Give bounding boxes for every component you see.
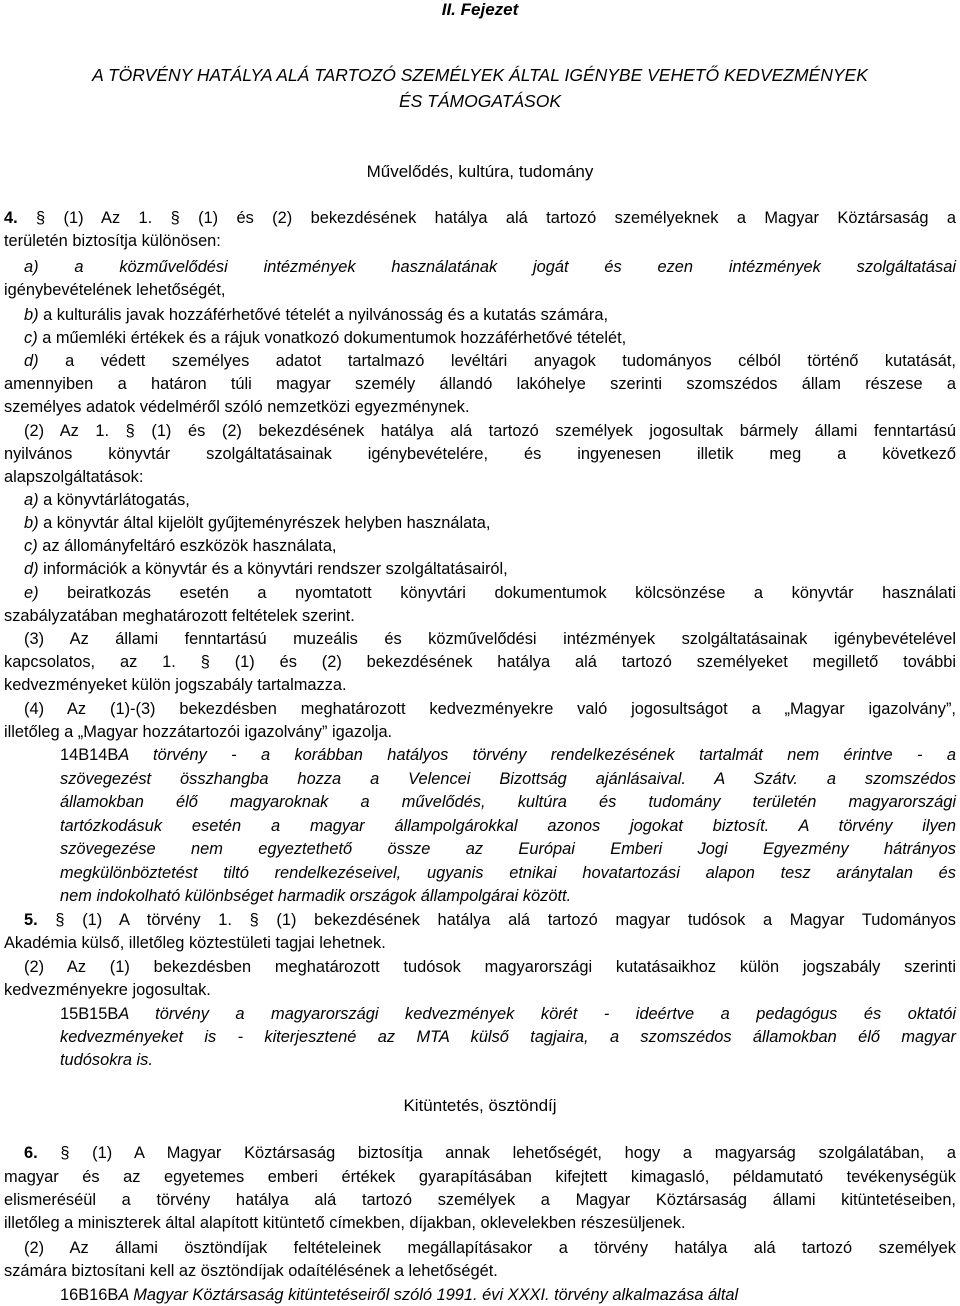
text-line: tudósokra is. [60,1051,153,1069]
text-line: (4) Az (1)-(3) bekezdésben meghatározott kedvezményekre való jogosultságot a „Magyar igazolvány”, [24,700,956,718]
text-line: nem indokolható különbséget harmadik országok állampolgárai között. [60,887,572,905]
text-line: 14B14BA törvény - a korábban hatályos törvény rendelkezésének tartalmát nem érintve - a [60,746,956,764]
text-line: kedvezményeket külön jogszabály tartalmazza. [4,676,347,694]
section-heading-culture: Művelődés, kultúra, tudomány [366,162,594,181]
text-line: 5. § (1) A törvény 1. § (1) bekezdésének hatálya alá tartozó magyar tudósok a Magyar Tudományos [24,911,956,929]
text-line: a) a könyvtárlátogatás, [24,491,190,509]
text-line: nyilvános könyvtár szolgáltatásainak igénybevételére, és ingyenesen illetik meg a következő [4,445,956,463]
text-line: (3) Az állami fenntartású muzeális és közművelődési intézmények szolgáltatásainak igénybevételével [24,630,956,648]
text-line: személyes adatok védelméről szóló nemzetközi egyezménynek. [4,398,470,416]
text-line: d) információk a könyvtár és a könyvtári rendszer szolgáltatásairól, [24,560,508,578]
text-line: elismeréséül a törvény hatálya alá tartozó személyek a Magyar Köztársaság állami kitüntetéseiben, [4,1191,956,1209]
text-line: b) a könyvtár által kijelölt gyűjteményrészek helyben használata, [24,514,491,532]
title-line-1: A TÖRVÉNY HATÁLYA ALÁ TARTOZÓ SZEMÉLYEK ÁLTAL IGÉNYBE VEHETŐ KEDVEZMÉNYEK [92,65,868,85]
text-line: amennyiben a határon túli magyar személy állandó lakóhelye szerinti szomszédos állam részese a [4,375,956,393]
text-line: területén biztosítja különösen: [4,232,221,250]
text-line: tartózkodásuk esetén a magyar állampolgárokkal azonos jogokat biztosít. A törvény ilyen [60,817,956,835]
text-line: 16B16BA Magyar Köztársaság kitüntetéseiről szóló 1991. évi XXXI. törvény alkalmazása által [60,1286,739,1304]
text-line: megkülönböztetést tiltó rendelkezéseivel, ugyanis etnikai hovatartozási alapon tesz aránytalan és [60,864,956,882]
text-line: 6. § (1) A Magyar Köztársaság biztosítja annak lehetőségét, hogy a magyarság szolgálatában, a [24,1144,956,1162]
text-line: alapszolgáltatások: [4,468,144,486]
section-heading-awards: Kitüntetés, ösztöndíj [403,1096,557,1115]
text-line: Akadémia külső, illetőleg köztestületi tagjai lehetnek. [4,934,386,952]
text-line: c) a műemléki értékek és a rájuk vonatkozó dokumentumok hozzáférhetővé tételét, [24,329,627,347]
text-line: (2) Az (1) bekezdésben meghatározott tudósok magyarországi kutatásaikhoz külön jogszabály szerinti [24,958,956,976]
text-line: (2) Az 1. § (1) és (2) bekezdésének hatálya alá tartozó személyek jogosultak bármely állami fenntartású [24,422,956,440]
text-line: a) a közművelődési intézmények használatának jogát és ezen intézmények szolgáltatásai [24,258,956,276]
text-line: magyar és az egyetemes emberi értékek gyarapításában kifejtett kimagasló, példamutató tevékenységük [4,1168,956,1186]
text-line: számára biztosítani kell az ösztöndíjak odaítélésének a lehetőségét. [4,1262,498,1280]
text-line: szabályzatában meghatározott feltételek szerint. [4,607,355,625]
text-line: 15B15BA törvény a magyarországi kedvezmények körét - ideértve a pedagógus és oktatói [60,1005,956,1023]
text-line: szövegezést összhangba hozza a Velencei Bizottság ajánlásaival. A Szátv. a szomszédos [60,770,956,788]
text-line: szövegezése nem egyeztethető össze az Európai Emberi Jogi Egyezmény hátrányos [60,840,956,858]
text-line: d) a védett személyes adatot tartalmazó levéltári anyagok tudományos célból történő kutatását, [24,352,956,370]
text-line: államokban élő magyaroknak a művelődés, kultúra és tudomány területén magyarországi [60,793,956,811]
text-line: illetőleg a miniszterek által alapított kitüntető címekben, díjakban, oklevelekben részesüljenek. [4,1214,686,1232]
title-line-2: ÉS TÁMOGATÁSOK [398,91,562,111]
text-line: kedvezményekre jogosultak. [4,981,211,999]
text-line: kedvezményeket is - kiterjesztené az MTA külső tagjaira, a szomszédos államokban élő magyar [60,1028,956,1046]
text-line: (2) Az állami ösztöndíjak feltételeinek megállapításakor a törvény hatálya alá tartozó személyek [24,1239,956,1257]
text-line: e) beiratkozás esetén a nyomtatott könyvtári dokumentumok kölcsönzése a könyvtár használati [24,584,956,602]
text-line: igénybevételének lehetőségét, [4,281,226,299]
text-line: kapcsolatos, az 1. § (1) és (2) bekezdésének hatálya alá tartozó személyeket megillető további [4,653,956,671]
text-line: illetőleg a „Magyar hozzátartozói igazolvány” igazolja. [4,723,393,741]
text-line: b) a kulturális javak hozzáférhetővé tételét a nyilvánosság és a kutatás számára, [24,306,609,324]
chapter-heading: II. Fejezet [441,0,519,19]
text-line: 4. § (1) Az 1. § (1) és (2) bekezdésének hatálya alá tartozó személyeknek a Magyar Köztársaság a [4,209,956,227]
text-line: c) az állományfeltáró eszközök használata, [24,537,337,555]
